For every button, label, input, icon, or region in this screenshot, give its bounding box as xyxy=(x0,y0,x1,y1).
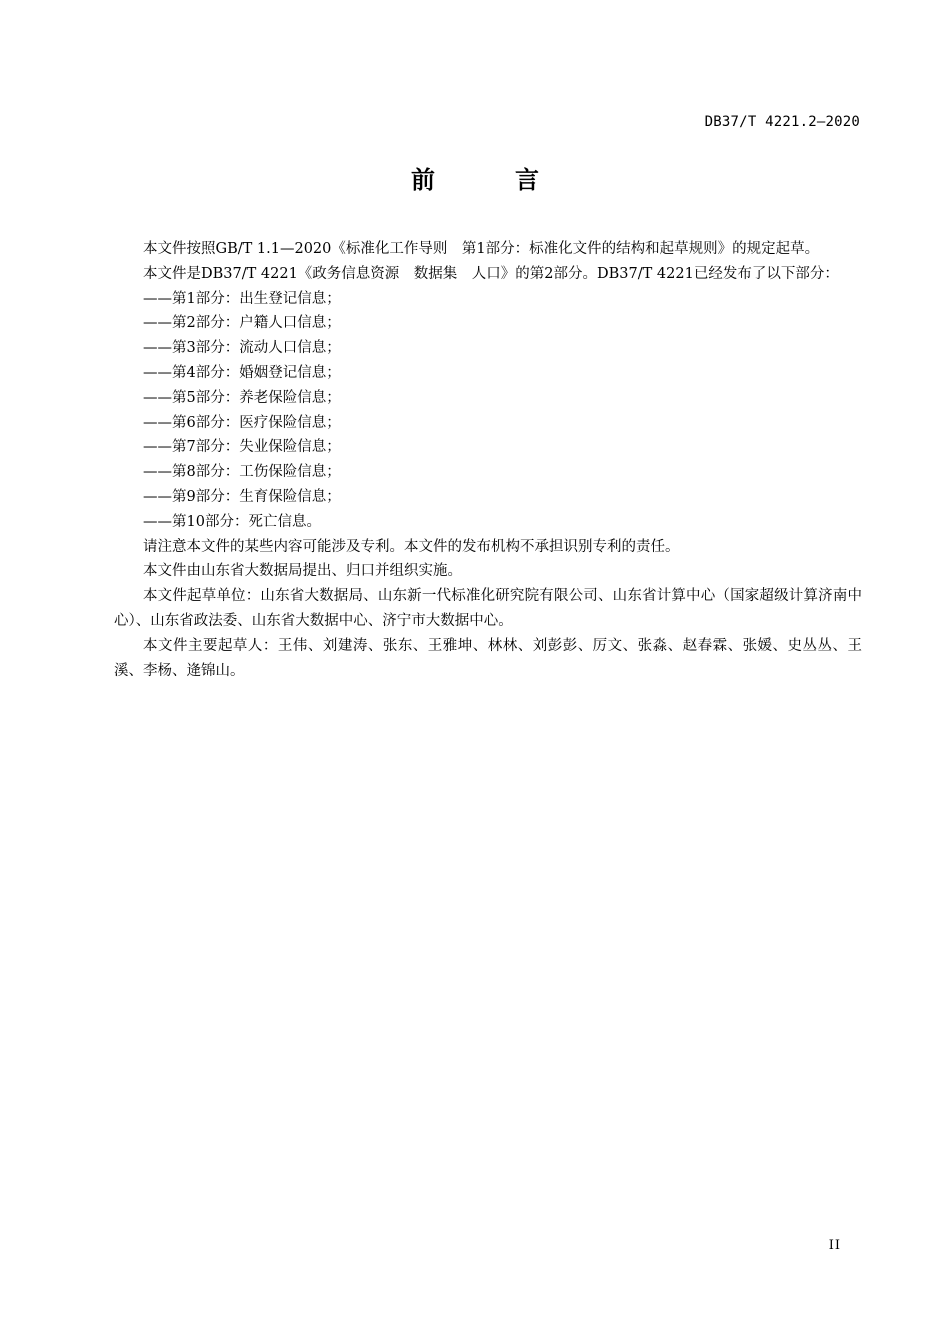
list-item: ——第6部分：医疗保险信息； xyxy=(143,414,341,431)
list-item: ——第4部分：婚姻登记信息； xyxy=(143,364,341,381)
list-item: ——第8部分：工伤保险信息； xyxy=(143,464,341,481)
paragraph-patent-notice: 请注意本文件的某些内容可能涉及专利。本文件的发布机构不承担识别专利的责任。 xyxy=(143,538,680,555)
list-item: ——第10部分：死亡信息。 xyxy=(143,513,321,530)
paragraph-drafting-units: 本文件起草单位：山东省大数据局、山东新一代标准化研究院有限公司、山东省计算中心（国家超级计算济南中心）、山东省政法委、山东省大数据中心、济宁市大数据中心。 xyxy=(114,588,862,629)
page-number: II xyxy=(828,1238,841,1253)
paragraph-drafters: 本文件主要起草人：王伟、刘建涛、张东、王雅坤、林林、刘彭彭、厉文、张淼、赵春霖、张媛、史丛丛、王溪、李杨、逄锦山。 xyxy=(114,637,862,679)
list-item: ——第3部分：流动人口信息； xyxy=(143,340,341,357)
list-item: ——第1部分：出生登记信息； xyxy=(143,290,341,307)
list-item: ——第9部分：生育保险信息； xyxy=(143,488,341,505)
paragraph-drafting-basis: 本文件按照GB/T 1.1—2020《标准化工作导则 第1部分：标准化文件的结构和起草规则》的规定起草。 xyxy=(143,241,820,257)
list-item: ——第7部分：失业保险信息； xyxy=(143,439,341,456)
page-title: 前 言 xyxy=(411,166,567,194)
paragraph-series-intro: 本文件是DB37/T 4221《政务信息资源 数据集 人口》的第2部分。DB37/T 4221已经发布了以下部分： xyxy=(143,265,839,282)
foreword-body xyxy=(114,237,862,683)
paragraph-proposer: 本文件由山东省大数据局提出、归口并组织实施。 xyxy=(143,563,462,580)
document-code: DB37/T 4221.2—2020 xyxy=(704,114,860,130)
list-item: ——第5部分：养老保险信息； xyxy=(143,389,341,406)
list-item: ——第2部分：户籍人口信息； xyxy=(143,315,341,332)
